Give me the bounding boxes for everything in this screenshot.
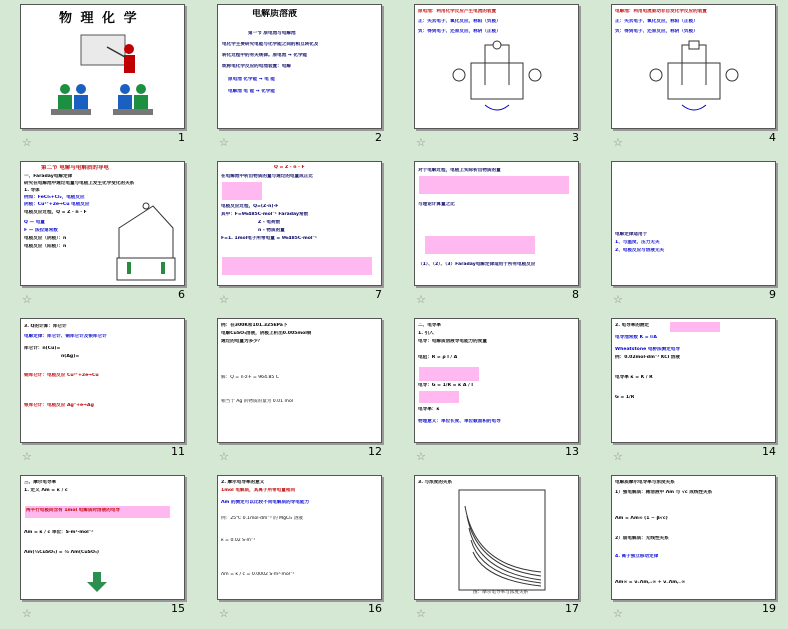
slide-11-title: 二、电导率 <box>418 323 441 328</box>
slide-number: 19 <box>762 602 776 615</box>
down-arrow-icon <box>21 476 184 599</box>
slide-thumbnail-13[interactable] <box>20 475 185 600</box>
slide-thumbnail-6[interactable] <box>217 161 382 286</box>
slide-11-line: 电导：电解质溶液导电能力的度量 <box>418 339 487 344</box>
slide-thumbnail-11[interactable] <box>414 318 579 443</box>
slide-2-line: 电化学主要研究电能与化学能之间的相互转化及 <box>222 42 319 47</box>
slide-number: 14 <box>762 445 776 458</box>
slide-4-title: 电解池：利用电流驱动非自发化学反应的装置 <box>615 9 707 14</box>
transition-star-icon: ☆ <box>22 450 32 463</box>
slide-9-line: 库仑计：n(Cu)= <box>24 346 61 351</box>
slide-cell-10[interactable] <box>197 314 394 471</box>
slide-2-line: 原电池 化学能 → 电 能 <box>228 77 275 82</box>
slide-6-title: Q = Z · n · F <box>274 165 305 170</box>
slide-thumbnail-9[interactable] <box>20 318 185 443</box>
slide-cell-8[interactable] <box>591 157 788 314</box>
formula-highlight <box>222 257 372 275</box>
slide-number: 6 <box>178 288 185 301</box>
slide-11-line: 电阻：R = ρ l / A <box>418 355 458 360</box>
slide-cell-2[interactable] <box>197 0 394 157</box>
slide-8-line: 电解定律适用于 <box>615 232 648 237</box>
slide-number: 13 <box>565 445 579 458</box>
slide-10-line: 解：Q = n·z·F = 964.85 C <box>221 375 279 380</box>
transition-star-icon: ☆ <box>416 607 426 620</box>
formula-highlight <box>419 391 459 403</box>
slide-14-line: κ = 0.02 S·m⁻¹ <box>221 538 256 543</box>
slide-cell-5[interactable] <box>0 157 197 314</box>
slide-6-line: Z - 电荷数 <box>258 220 281 225</box>
transition-star-icon: ☆ <box>416 136 426 149</box>
slide-13-line: 两平行电极间含有 1mol 电解质时溶液的电导 <box>26 508 121 513</box>
slide-thumbnail-8[interactable] <box>611 161 776 286</box>
slide-16-line: 1）强电解质：稀溶液中 Λm 与 √c 成线性关系 <box>615 490 713 495</box>
slide-14-line: 1mol 电解质，其离子所带电量相同 <box>221 488 296 493</box>
slide-5-title: 第二节 电解与电解质的导电 <box>41 165 109 171</box>
slide-13-title: 三、摩尔电导率 <box>24 480 57 485</box>
slide-cell-13[interactable] <box>0 471 197 628</box>
slide-12-line: 电导率 κ = K / R <box>615 375 653 380</box>
slide-cell-3[interactable] <box>394 0 591 157</box>
slide-5-line: 1. 导体 <box>24 188 40 193</box>
slide-2-line: 转化过程中的有关规律。原电池 → 化学能 <box>222 53 308 58</box>
slide-12-line: Wheatstone 电桥法测定电导 <box>615 347 680 352</box>
galvanic-cell-diagram-icon <box>415 5 578 128</box>
slide-cell-6[interactable] <box>197 157 394 314</box>
transition-star-icon: ☆ <box>219 450 229 463</box>
slide-5-line: F — 法拉第常数 <box>24 228 58 233</box>
transition-star-icon: ☆ <box>416 450 426 463</box>
slide-5-line: Q — 电量 <box>24 220 45 225</box>
slide-6-line: 其中：F=96485C·mol⁻¹ Faraday常数 <box>221 212 309 217</box>
slide-5-line: 阴极：Cu²⁺+2e→Cu 电极反应 <box>24 202 90 207</box>
slide-7-line: （1）、（2）、（3）Faraday电解定律适用于所有电极反应 <box>418 262 536 267</box>
conductivity-curves-graph <box>415 476 578 599</box>
slide-2-line: 或称电化学反应的电池装置：电解 <box>222 64 291 69</box>
formula-highlight <box>425 236 535 254</box>
slide-2-line: 第一节 原电池与电解池 <box>248 31 296 36</box>
slide-cell-9[interactable] <box>0 314 197 471</box>
slide-13-line: Λm(½CuSO₄) = ½ Λm(CuSO₄) <box>24 550 99 555</box>
transition-star-icon: ☆ <box>416 293 426 306</box>
slide-11-line: 物理意义：单位长度、单位截面积的电导 <box>418 419 501 424</box>
slide-10-title: 例：在300K和101.325kPa下 <box>221 323 288 328</box>
slide-3-title: 原电池：利用化学反应产生电流的装置 <box>418 9 497 14</box>
slide-number: 11 <box>171 445 185 458</box>
slide-7-line: 对于电解过程，电极上实际析出物质的量 <box>418 168 501 173</box>
slide-thumbnail-12[interactable] <box>611 318 776 443</box>
formula-highlight <box>419 176 569 194</box>
electrolysis-apparatus-icon <box>21 162 184 285</box>
slide-14-line: 例：25℃ 0.1mol·dm⁻³ 的 MgCl₂ 溶液 <box>221 516 304 521</box>
slide-2-title: 电解质溶液 <box>252 9 298 19</box>
slide-number: 3 <box>572 131 579 144</box>
slide-16-line: 2）弱电解质：无线性关系 <box>615 536 669 541</box>
slide-12-title: 2. 电导率的测定 <box>615 323 650 328</box>
slide-9-title: 3. Q的计算：库仑计 <box>24 324 67 329</box>
formula-highlight <box>670 322 720 332</box>
slide-thumbnail-3[interactable] <box>414 4 579 129</box>
slide-16-title: 电解质摩尔电导率与浓度关系 <box>615 480 675 485</box>
transition-star-icon: ☆ <box>613 136 623 149</box>
slide-cell-4[interactable] <box>591 0 788 157</box>
slide-16-line: Λm∞ = ν₊Λm,₊∞ + ν₋Λm,₋∞ <box>615 580 686 585</box>
slide-14-title: 2. 摩尔电导率的意义 <box>221 480 265 485</box>
slide-thumbnail-7[interactable] <box>414 161 579 286</box>
slide-3-line: 负：得到电子、还原反应，称阴（正极） <box>418 29 501 34</box>
slide-10-line: 相当于 Ag 的物质的量为 0.01 mol <box>221 399 294 404</box>
slide-thumbnail-4[interactable] <box>611 4 776 129</box>
slide-13-line: Λm = κ / c 单位：S·m²·mol⁻¹ <box>24 530 94 535</box>
slide-thumbnail-2[interactable] <box>217 4 382 129</box>
slide-8-line: 1、与温度、压力无关 <box>615 240 660 245</box>
slide-6-line: F=1. 1mol电子所带电量 = 96485C·mol⁻¹ <box>221 236 317 241</box>
transition-star-icon: ☆ <box>22 136 32 149</box>
slide-5-line: 一、Faraday电解定律 <box>24 174 73 179</box>
slide-6-line: n - 物质的量 <box>258 228 285 233</box>
electrolytic-cell-diagram-icon <box>612 5 775 128</box>
slide-thumbnail-1[interactable] <box>20 4 185 129</box>
slide-14-line: Λm = κ / c = 0.0002 S·m²·mol⁻¹ <box>221 572 295 577</box>
transition-star-icon: ☆ <box>22 293 32 306</box>
transition-star-icon: ☆ <box>219 607 229 620</box>
slide-15-caption: 图：摩尔电导率与浓度关系 <box>473 590 529 595</box>
slide-cell-1[interactable] <box>0 0 197 157</box>
slide-16-line: 4. 离子独立移动定律 <box>615 554 659 559</box>
slide-12-line: 例：0.02mol·dm⁻³ KCl 溶液 <box>615 355 680 360</box>
slide-3-line: 正：失去电子、氧化反应，称阳（负极） <box>418 19 501 24</box>
slide-10-line: 通过的电量为多少？ <box>221 339 263 344</box>
slide-5-line: 电极反应（阴极）：n <box>24 236 67 241</box>
slide-6-line: 在电解池中析出物质的量与通过的电量成正比 <box>221 174 313 179</box>
formula-highlight <box>419 367 479 381</box>
slide-9-line: n(Ag)= <box>61 354 80 359</box>
classroom-illustration-icon <box>21 5 184 128</box>
slide-8-line: 2、电极反应与溶液无关 <box>615 248 665 253</box>
slide-1-title: 物 理 化 学 <box>59 11 139 26</box>
transition-star-icon: ☆ <box>613 293 623 306</box>
slide-9-line: 电解定律：库仑计、铜库仑计及银库仑计 <box>24 334 107 339</box>
slide-11-line: 1. 引入 <box>418 331 434 336</box>
slide-5-line: 电极反应（阳极）：n <box>24 244 67 249</box>
slide-5-line: 研究在电解池中通过电量与电极上发生化学变化的关系 <box>24 181 135 186</box>
slide-thumbnail-10[interactable] <box>217 318 382 443</box>
slide-number: 12 <box>368 445 382 458</box>
slide-12-line: G = 1/R <box>615 395 635 400</box>
slide-number: 17 <box>565 602 579 615</box>
slide-thumbnail-14[interactable] <box>217 475 382 600</box>
transition-star-icon: ☆ <box>613 607 623 620</box>
slide-number: 7 <box>375 288 382 301</box>
slide-cell-11[interactable] <box>394 314 591 471</box>
slide-13-line: 1. 定义 Λm = κ / c <box>24 488 68 493</box>
formula-highlight <box>222 182 262 200</box>
slide-11-line: 电导：G = 1/R = κ A / l <box>418 383 473 388</box>
slide-7-line: 与理论计算量之比 <box>418 202 455 207</box>
slide-thumbnail-15[interactable] <box>414 475 579 600</box>
slide-number: 16 <box>368 602 382 615</box>
transition-star-icon: ☆ <box>219 136 229 149</box>
slide-number: 15 <box>171 602 185 615</box>
transition-star-icon: ☆ <box>22 607 32 620</box>
slide-12-line: 电导池常数 K = l/A <box>615 335 657 340</box>
slide-6-line: 电极反应过程，Q=(Z·n)·F <box>221 204 279 209</box>
transition-star-icon: ☆ <box>219 293 229 306</box>
slide-thumbnail-5[interactable] <box>20 161 185 286</box>
slide-4-line: 正：失去电子、氧化反应，称阳（正极） <box>615 19 698 24</box>
slide-thumbnail-16[interactable] <box>611 475 776 600</box>
slide-number: 1 <box>178 131 185 144</box>
slide-cell-15[interactable] <box>394 471 591 628</box>
slide-number: 9 <box>769 288 776 301</box>
slide-cell-12[interactable] <box>591 314 788 471</box>
slide-number: 2 <box>375 131 382 144</box>
slide-5-line: 电极反应过程，Q = Z · n · F <box>24 210 87 215</box>
slide-2-line: 电解池 电 能 → 化学能 <box>228 89 275 94</box>
slide-cell-7[interactable] <box>394 157 591 314</box>
slide-9-line: 银库仑计：电极反应 Ag⁺+e→Ag <box>24 403 94 408</box>
slide-9-line: 铜库仑计：电极反应 Cu²⁺+2e→Cu <box>24 373 99 378</box>
slide-number: 8 <box>572 288 579 301</box>
slide-cell-16[interactable] <box>591 471 788 628</box>
transition-star-icon: ☆ <box>613 450 623 463</box>
slide-4-line: 负：得到电子、还原反应，称阴（负极） <box>615 29 698 34</box>
slide-5-line: 例如：FeCl₃+Cl₂，电极反应 <box>24 195 85 200</box>
slide-cell-14[interactable] <box>197 471 394 628</box>
slide-number: 4 <box>769 131 776 144</box>
slide-15-title: 3. 与浓度的关系 <box>418 480 453 485</box>
slide-11-line: 电导率：κ <box>418 407 440 412</box>
slide-14-line: Λm 的测定可以比较不同电解质的导电能力 <box>221 500 310 505</box>
slide-10-line: 电解CuSO₄溶液，阴极上析出0.005mol铜 <box>221 331 312 336</box>
slide-16-line: Λm = Λm∞ (1 − β√c) <box>615 516 668 521</box>
